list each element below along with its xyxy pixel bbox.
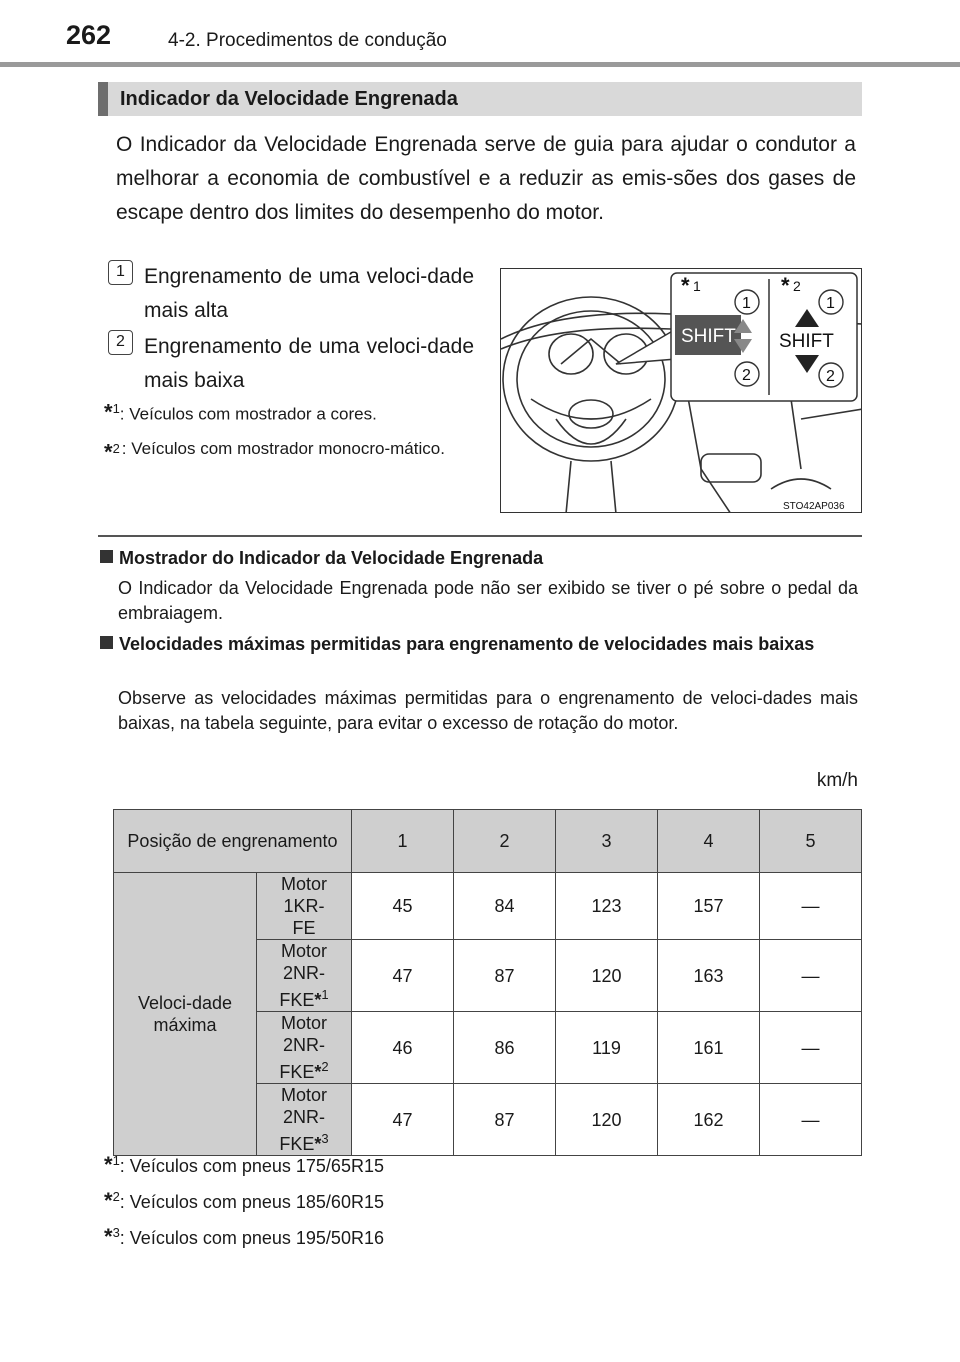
table-cell: 87 bbox=[454, 940, 556, 1012]
engine-cell: Motor 1KR-FE bbox=[257, 873, 352, 940]
row-group-label: Veloci-dade máxima bbox=[114, 873, 257, 1156]
table-cell: 120 bbox=[556, 1084, 658, 1156]
table-cell: 47 bbox=[352, 1084, 454, 1156]
section-title: Indicador da Velocidade Engrenada bbox=[98, 82, 862, 116]
svg-text:*: * bbox=[781, 273, 790, 298]
engine-cell: Motor 2NR-FKE*$^3$ bbox=[257, 1084, 352, 1156]
subsection-body-1: O Indicador da Velocidade Engrenada pode não ser exibido se tiver o pé sobre o pedal da embraiagem. bbox=[118, 578, 858, 623]
svg-text:*: * bbox=[681, 273, 690, 298]
chapter-title: 4-2. Procedimentos de condução bbox=[168, 30, 447, 51]
square-bullet-icon bbox=[100, 636, 113, 649]
table-cell: 163 bbox=[658, 940, 760, 1012]
table-cell: — bbox=[760, 1084, 862, 1156]
table-cell: 46 bbox=[352, 1012, 454, 1084]
item-number-2: 2 bbox=[108, 330, 133, 355]
table-cell: 45 bbox=[352, 873, 454, 940]
subsection-heading-1: Mostrador do Indicador da Velocidade Engrenada bbox=[100, 546, 860, 571]
footnote-top-2: *$^2$ : Veículos com mostrador monocro-mático. bbox=[104, 439, 445, 465]
item-text-1: Engrenamento de uma veloci-dade mais alta bbox=[144, 265, 474, 322]
header-gear: 2 bbox=[454, 810, 556, 873]
table-cell: 161 bbox=[658, 1012, 760, 1084]
callout-label-2: 2 bbox=[793, 278, 801, 294]
callout-num-2-right: 2 bbox=[826, 368, 835, 385]
item-number-1: 1 bbox=[108, 260, 133, 285]
header-gear: 1 bbox=[352, 810, 454, 873]
table-cell: 162 bbox=[658, 1084, 760, 1156]
engine-cell: Motor 2NR-FKE*$^2$ bbox=[257, 1012, 352, 1084]
header-gear: 5 bbox=[760, 810, 862, 873]
engine-cell: Motor 2NR-FKE*$^1$ bbox=[257, 940, 352, 1012]
unit-label: km/h bbox=[816, 770, 858, 791]
illustration-code: STO42AP036 bbox=[783, 501, 845, 512]
table-row bbox=[114, 873, 862, 940]
callout-num-1-right: 1 bbox=[826, 295, 835, 312]
callout-num-2-left: 2 bbox=[742, 367, 751, 384]
footnote-bottom-2: *$^2$: Veículos com pneus 185/60R15 bbox=[104, 1188, 384, 1213]
shift-text-color: SHIFT bbox=[681, 326, 736, 347]
table-cell: — bbox=[760, 873, 862, 940]
callout-num-1-left: 1 bbox=[742, 295, 751, 312]
header-gear: 4 bbox=[658, 810, 760, 873]
table-cell: 87 bbox=[454, 1084, 556, 1156]
subsection-body-2: Observe as velocidades máximas permitidas para o engrenamento de veloci-dades mais baixas, na tabela seguinte, para evitar o excesso de rotação do motor. bbox=[118, 688, 858, 733]
speed-table bbox=[113, 809, 862, 1156]
page-number: 262 bbox=[66, 20, 112, 50]
table-cell: 84 bbox=[454, 873, 556, 940]
dashboard-drawing bbox=[501, 269, 862, 513]
item-text-2: Engrenamento de uma veloci-dade mais baixa bbox=[144, 335, 474, 392]
table-cell: — bbox=[760, 940, 862, 1012]
table-cell: 157 bbox=[658, 873, 760, 940]
header-gear: 3 bbox=[556, 810, 658, 873]
intro-paragraph: O Indicador da Velocidade Engrenada serve de guia para ajudar o condutor a melhorar a economia de combustível e a reduzir as emis-sões dos gases de escape dentro dos limites do desempenho do motor. bbox=[116, 133, 856, 224]
table-cell: 119 bbox=[556, 1012, 658, 1084]
square-bullet-icon bbox=[100, 550, 113, 563]
footnote-bottom-3: *$^3$: Veículos com pneus 195/50R16 bbox=[104, 1224, 384, 1249]
table-cell: — bbox=[760, 1012, 862, 1084]
footnote-top-1: *$^1$: Veículos com mostrador a cores. bbox=[104, 399, 377, 425]
header-rule bbox=[0, 62, 960, 67]
table-cell: 120 bbox=[556, 940, 658, 1012]
section-divider bbox=[98, 535, 862, 537]
table-cell: 86 bbox=[454, 1012, 556, 1084]
dashboard-illustration bbox=[500, 268, 862, 513]
footnote-bottom-1: *$^1$: Veículos com pneus 175/65R15 bbox=[104, 1152, 384, 1177]
table-header-row bbox=[114, 810, 862, 873]
header-gear-position: Posição de engrenamento bbox=[114, 810, 352, 873]
table-cell: 123 bbox=[556, 873, 658, 940]
subsection-heading-2: Velocidades máximas permitidas para engrenamento de velocidades mais baixas bbox=[100, 632, 860, 657]
callout-label-1: 1 bbox=[693, 278, 701, 294]
shift-text-mono: SHIFT bbox=[779, 331, 834, 352]
table-cell: 47 bbox=[352, 940, 454, 1012]
